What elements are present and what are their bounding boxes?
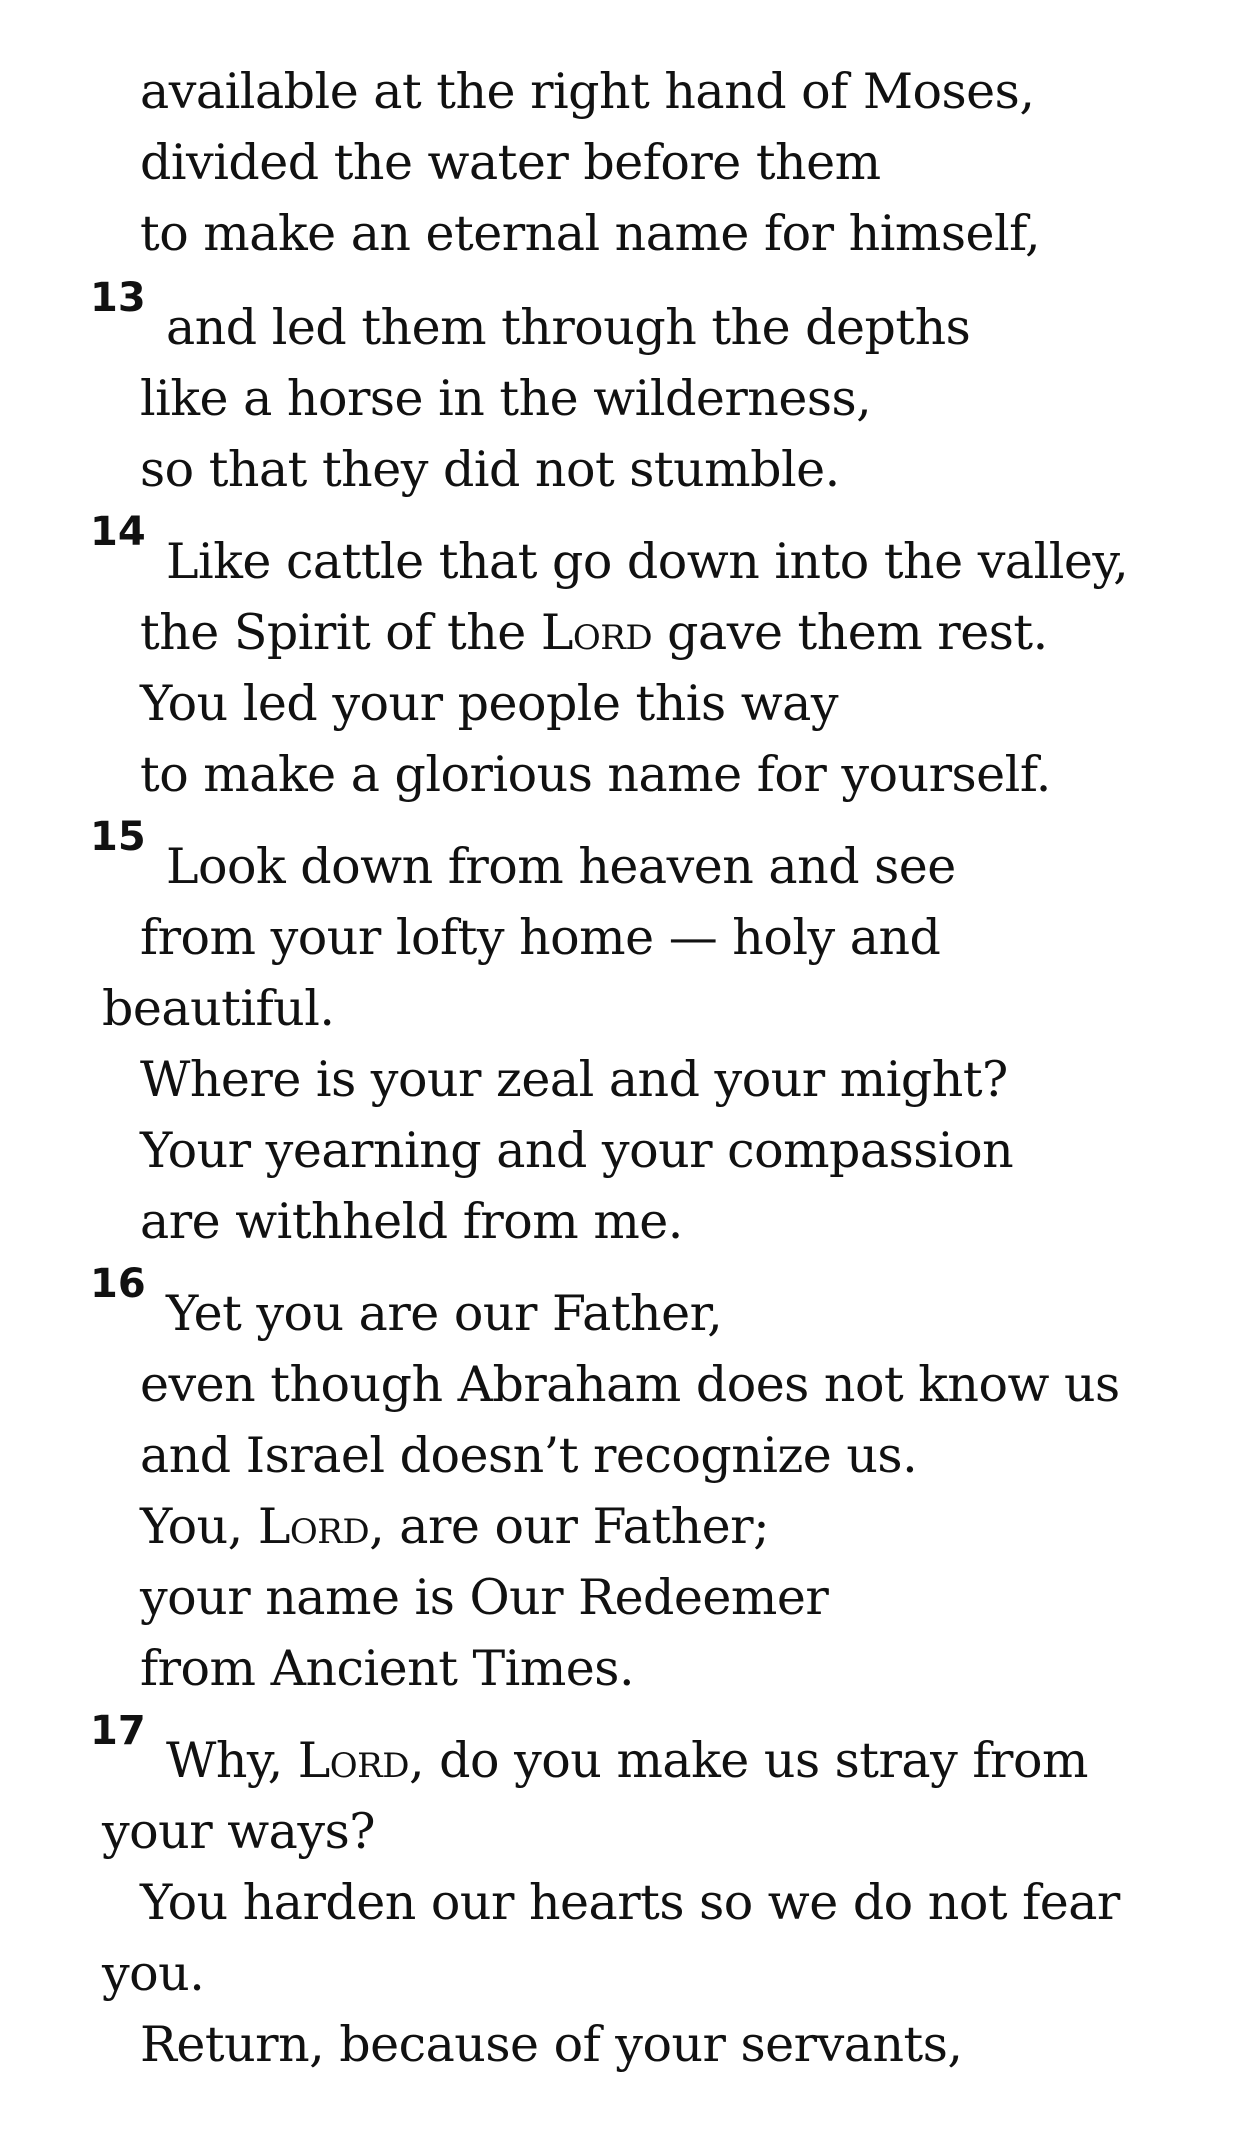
divine-name: Lord [540,604,653,661]
text-line: beautiful. [102,980,335,1037]
verse-number: 14 [90,509,146,555]
text-line: from your lofty home — holy and [140,909,941,966]
text-line: and Israel doesn’t recognize us. [140,1427,918,1484]
verse-number: 17 [90,1708,146,1754]
text-line: Your yearning and your compassion [140,1122,1014,1179]
text-line: the Spirit of the Lord gave them rest. [140,604,1048,661]
divine-name: Lord [257,1498,370,1555]
text-line: your ways? [102,1803,375,1860]
text-line: you. [102,1945,205,2002]
text-line: are withheld from me. [140,1193,683,1250]
text-line: so that they did not stumble. [140,441,840,498]
text-line: Why, Lord, do you make us stray from [166,1732,1088,1789]
text-line: Like cattle that go down into the valley, [166,533,1129,590]
text-line: your name is Our Redeemer [140,1569,829,1626]
text-line: like a horse in the wilderness, [140,370,872,427]
text-line: Return, because of your servants, [140,2016,963,2073]
text-line: You harden our hearts so we do not fear [140,1874,1120,1931]
text-line: You led your people this way [140,675,839,732]
text-line: from Ancient Times. [140,1640,635,1697]
text-line: divided the water before them [140,134,881,191]
text-line: available at the right hand of Moses, [140,63,1035,120]
text-line: You, Lord, are our Father; [140,1498,770,1555]
text-line: even though Abraham does not know us [140,1356,1120,1413]
verse-number: 15 [90,814,146,860]
verse-number: 13 [90,275,146,321]
verse-number: 16 [90,1261,146,1307]
divine-name: Lord [297,1732,410,1789]
text-line: Look down from heaven and see [166,838,956,895]
text-line: to make a glorious name for yourself. [140,746,1051,803]
text-line: Yet you are our Father, [166,1285,723,1342]
text-line: Where is your zeal and your might? [140,1051,1008,1108]
text-line: to make an eternal name for himself, [140,205,1041,262]
text-line: and led them through the depths [166,299,971,356]
